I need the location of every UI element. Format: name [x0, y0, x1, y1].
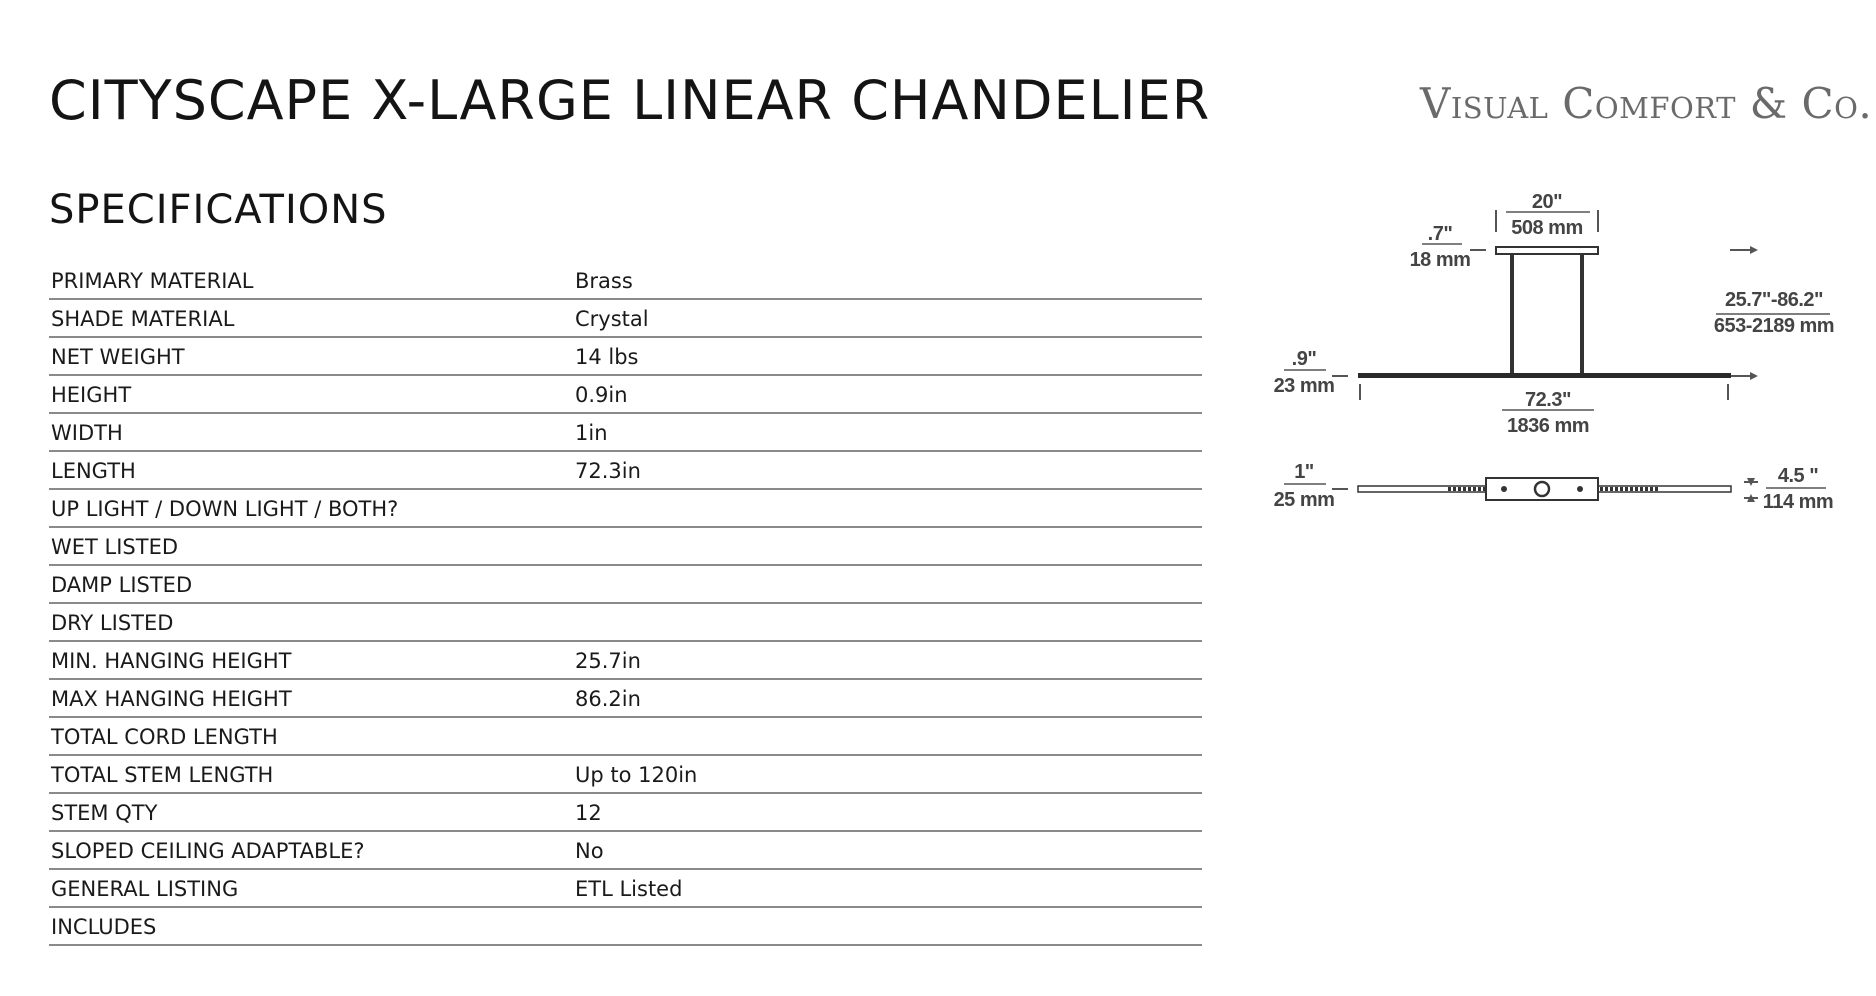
- spec-row: [49, 680, 1202, 718]
- length-in: 72.3": [1525, 389, 1571, 411]
- spec-value: 12: [575, 801, 602, 825]
- spec-label: NET WEIGHT: [51, 345, 185, 369]
- width-mm: 25 mm: [1273, 489, 1335, 511]
- width-in: 1": [1294, 461, 1314, 483]
- spec-value: 0.9in: [575, 383, 628, 407]
- spec-value: 86.2in: [575, 687, 641, 711]
- spec-label: MIN. HANGING HEIGHT: [51, 649, 292, 673]
- spec-label: WET LISTED: [51, 535, 179, 559]
- canopy-plate: [1496, 247, 1598, 254]
- spec-label: MAX HANGING HEIGHT: [51, 687, 292, 711]
- hanging-height-in: 25.7"-86.2": [1725, 289, 1823, 311]
- top-view: [1358, 478, 1731, 500]
- spec-value: Crystal: [575, 307, 649, 331]
- spec-value: Up to 120in: [575, 763, 698, 787]
- canopy-width-mm: 114 mm: [1762, 491, 1834, 513]
- spec-row: [49, 870, 1202, 908]
- spec-label: WIDTH: [51, 421, 123, 445]
- page-title: CITYSCAPE X-LARGE LINEAR CHANDELIER: [49, 69, 1211, 132]
- spec-value: 14 lbs: [575, 345, 639, 369]
- body-height-in: .9": [1291, 348, 1317, 370]
- spec-row: [49, 604, 1202, 642]
- brand-logo: Visual Comfort & Co.: [1420, 79, 1873, 128]
- length-mm: 1836 mm: [1506, 415, 1590, 437]
- spec-row: [49, 794, 1202, 832]
- spec-value: 1in: [575, 421, 608, 445]
- spec-row: [49, 528, 1202, 566]
- spec-label: DAMP LISTED: [51, 573, 193, 597]
- canopy-thickness-mm: 18 mm: [1409, 249, 1471, 271]
- spec-row: [49, 908, 1202, 946]
- spec-label: LENGTH: [51, 459, 136, 483]
- canopy-length-mm: 508 mm: [1511, 217, 1583, 239]
- spec-row: [49, 376, 1202, 414]
- spec-label: SLOPED CEILING ADAPTABLE?: [51, 839, 365, 863]
- spec-value: ETL Listed: [575, 877, 683, 901]
- canopy-thickness-in: .7": [1427, 223, 1453, 245]
- spec-row: [49, 642, 1202, 680]
- body-height-mm: 23 mm: [1273, 375, 1335, 397]
- spec-label: INCLUDES: [51, 915, 157, 939]
- spec-row: [49, 452, 1202, 490]
- spec-value: 25.7in: [575, 649, 641, 673]
- spec-row: [49, 414, 1202, 452]
- spec-row: [49, 300, 1202, 338]
- canopy-width-in: 4.5 ": [1777, 465, 1819, 487]
- spec-row: [49, 490, 1202, 528]
- spec-row: [49, 338, 1202, 376]
- spec-label: GENERAL LISTING: [51, 877, 239, 901]
- section-title: SPECIFICATIONS: [49, 187, 388, 233]
- spec-label: DRY LISTED: [51, 611, 174, 635]
- hanging-height-dimension: [1714, 246, 1834, 380]
- spec-row: [49, 566, 1202, 604]
- spec-label: HEIGHT: [51, 383, 132, 407]
- spec-label: TOTAL STEM LENGTH: [51, 763, 274, 787]
- spec-value: Brass: [575, 269, 633, 293]
- length-dimension: [1360, 384, 1728, 437]
- spec-label: STEM QTY: [51, 801, 158, 825]
- width-dimension: [1274, 461, 1348, 511]
- canopy-length-in: 20": [1531, 191, 1563, 213]
- canopy-thickness-dimension: [1410, 223, 1486, 271]
- specifications-table: [49, 262, 1202, 946]
- spec-label: SHADE MATERIAL: [51, 307, 235, 331]
- body-height-dimension: [1274, 348, 1348, 397]
- spec-label: UP LIGHT / DOWN LIGHT / BOTH?: [51, 497, 399, 521]
- spec-label: PRIMARY MATERIAL: [51, 269, 254, 293]
- canopy-dimension: [1496, 191, 1598, 239]
- spec-row: [49, 756, 1202, 794]
- spec-label: TOTAL CORD LENGTH: [51, 725, 278, 749]
- dimension-diagram: [1250, 180, 1870, 540]
- spec-row: [49, 262, 1202, 300]
- fixture-body: [1358, 373, 1731, 378]
- spec-row: [49, 718, 1202, 756]
- spec-value: 72.3in: [575, 459, 641, 483]
- spec-value: No: [575, 839, 604, 863]
- spec-row: [49, 832, 1202, 870]
- canopy-width-dimension: [1744, 465, 1833, 513]
- hanging-height-mm: 653-2189 mm: [1713, 315, 1835, 337]
